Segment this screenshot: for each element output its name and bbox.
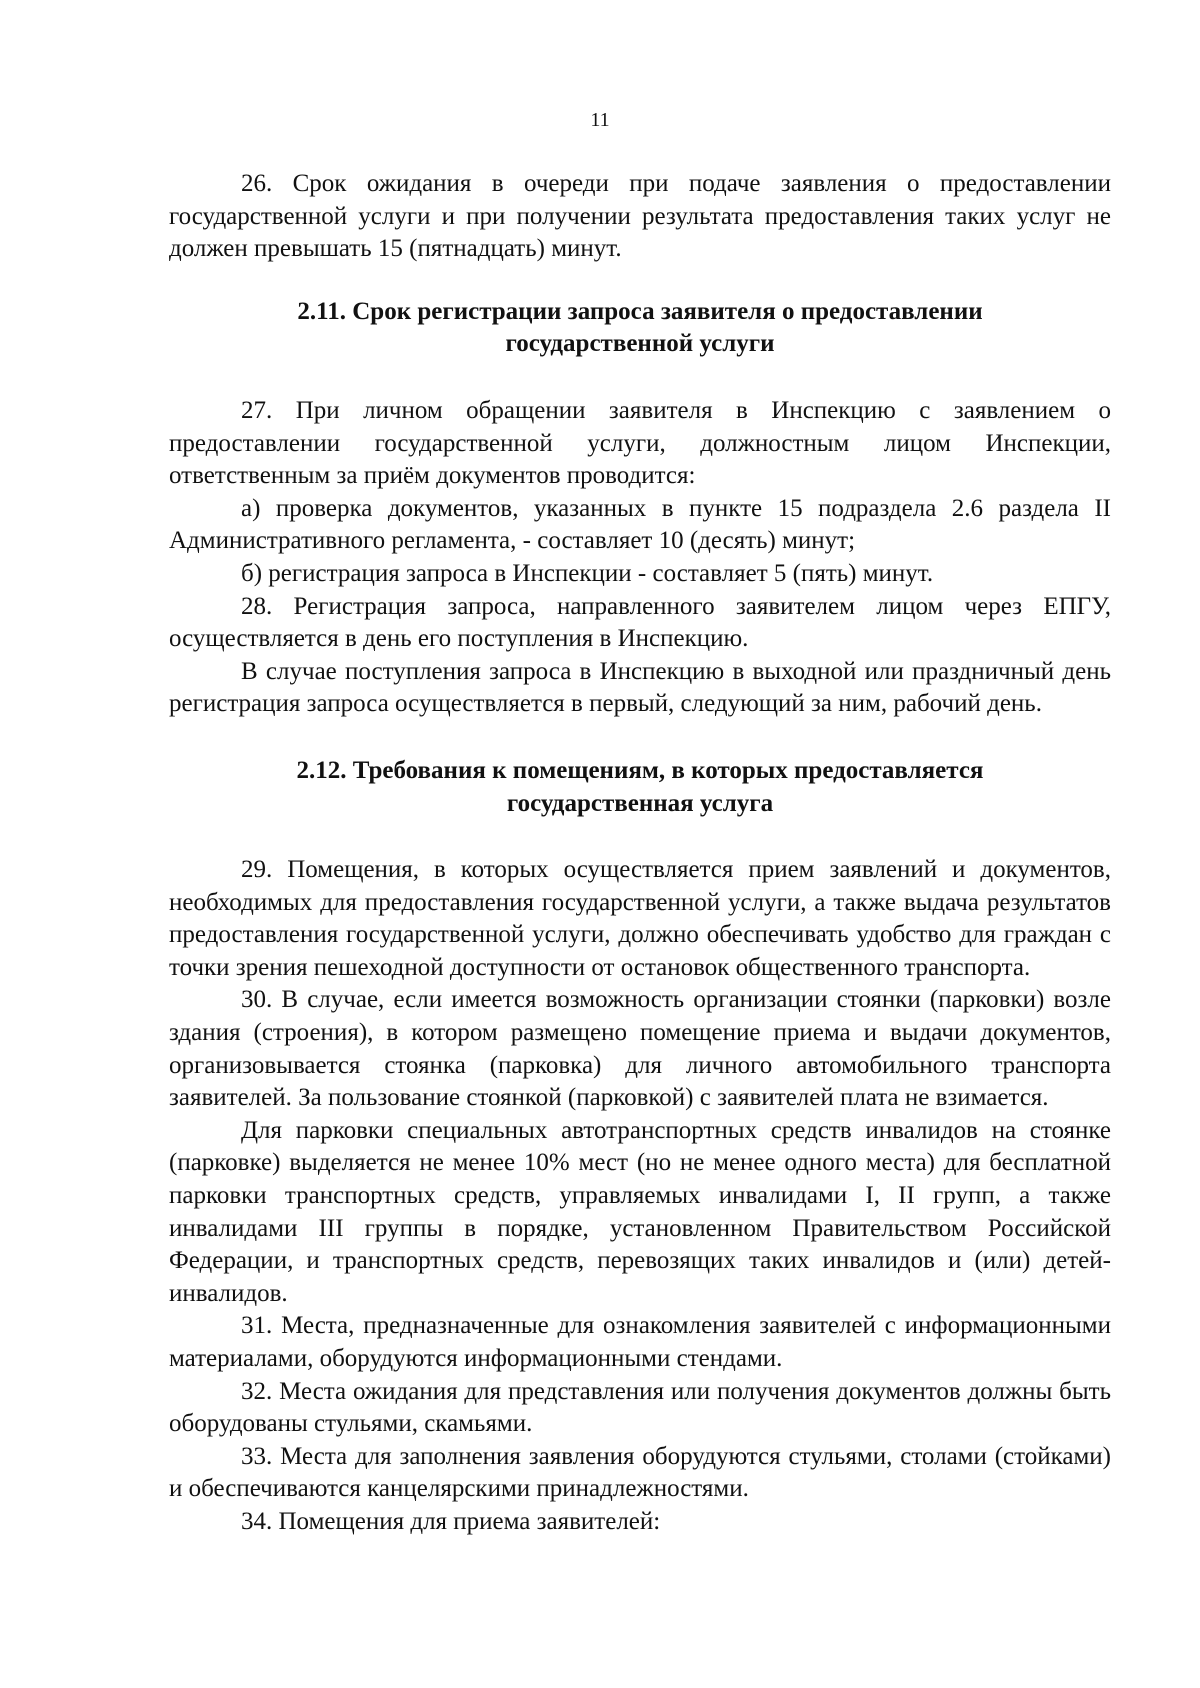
section-title-2-11-line2: государственной услуги (505, 330, 775, 358)
paragraph-27: 27. При личном обращении заявителя в Инспекцию с заявлением о предоставлении государственной услуги, должностным лицом Инспекции, ответственным за приём документов проводится: (169, 396, 1111, 490)
paragraph-33: 33. Места для заполнения заявления оборудуются стульями, столами (стойками) и обеспечиваются канцелярскими принадлежностями. (169, 1442, 1111, 1503)
paragraph-28: 28. Регистрация запроса, направленного заявителем лицом через ЕПГУ, осуществляется в день его поступления в Инспекцию. (169, 592, 1111, 653)
page-number: 11 (590, 109, 610, 131)
section-title-2-12-line2: государственная услуга (506, 789, 774, 817)
paragraph-28-holiday: В случае поступления запроса в Инспекцию в выходной или праздничный день регистрация запроса осуществляется в первый, следующий за ним, рабочий день. (169, 657, 1111, 718)
paragraph-29: 29. Помещения, в которых осуществляется прием заявлений и документов, необходимых для предоставления государственной услуги, а также выдача результатов предоставления государственной услуги, должно обеспечивать удобство для граждан с точки зрения пешеходной доступности от остановок общественного транспорта. (169, 856, 1111, 981)
paragraph-30-disabled-parking: Для парковки специальных автотранспортных средств инвалидов на стоянке (парковке) выделяется не менее 10% мест (но не менее одного места) для бесплатной парковки транспортных средств, управляемых инвалидами I, II групп, а также инвалидами III группы в порядке, установленном Правительством Российской Федерации, и транспортных средств, перевозящих таких инвалидов и (или) детей-инвалидов. (169, 1116, 1111, 1307)
section-title-2-12 (169, 755, 1111, 820)
section-title-2-11-line1: 2.11. Срок регистрации запроса заявителя о предоставлении (297, 297, 983, 325)
document-body (169, 168, 1111, 1539)
paragraph-30: 30. В случае, если имеется возможность организации стоянки (парковки) возле здания (строения), в котором размещено помещение приема и выдачи документов, организовывается стоянка (парковка) для личного автомобильного транспорта заявителей. За пользование стоянкой (парковкой) с заявителей плата не взимается. (169, 986, 1111, 1112)
section-title-2-12-line1: 2.12. Требования к помещениям, в которых предоставляется (296, 756, 984, 784)
paragraph-31: 31. Места, предназначенные для ознакомления заявителей с информационными материалами, оборудуются информационными стендами. (169, 1312, 1111, 1372)
paragraph-26: 26. Срок ожидания в очереди при подаче заявления о предоставлении государственной услуги и при получении результата предоставления таких услуг не должен превышать 15 (пятнадцать) минут. (169, 170, 1111, 263)
paragraph-27-a: а) проверка документов, указанных в пункте 15 подраздела 2.6 раздела II Административного регламента, - составляет 10 (десять) минут; (169, 494, 1111, 555)
paragraph-27-b: б) регистрация запроса в Инспекции - составляет 5 (пять) минут. (241, 559, 934, 587)
paragraph-32: 32. Места ожидания для представления или получения документов должны быть оборудованы стульями, скамьями. (169, 1377, 1111, 1438)
section-title-2-11 (169, 296, 1111, 361)
paragraph-34: 34. Помещения для приема заявителей: (241, 1507, 661, 1535)
